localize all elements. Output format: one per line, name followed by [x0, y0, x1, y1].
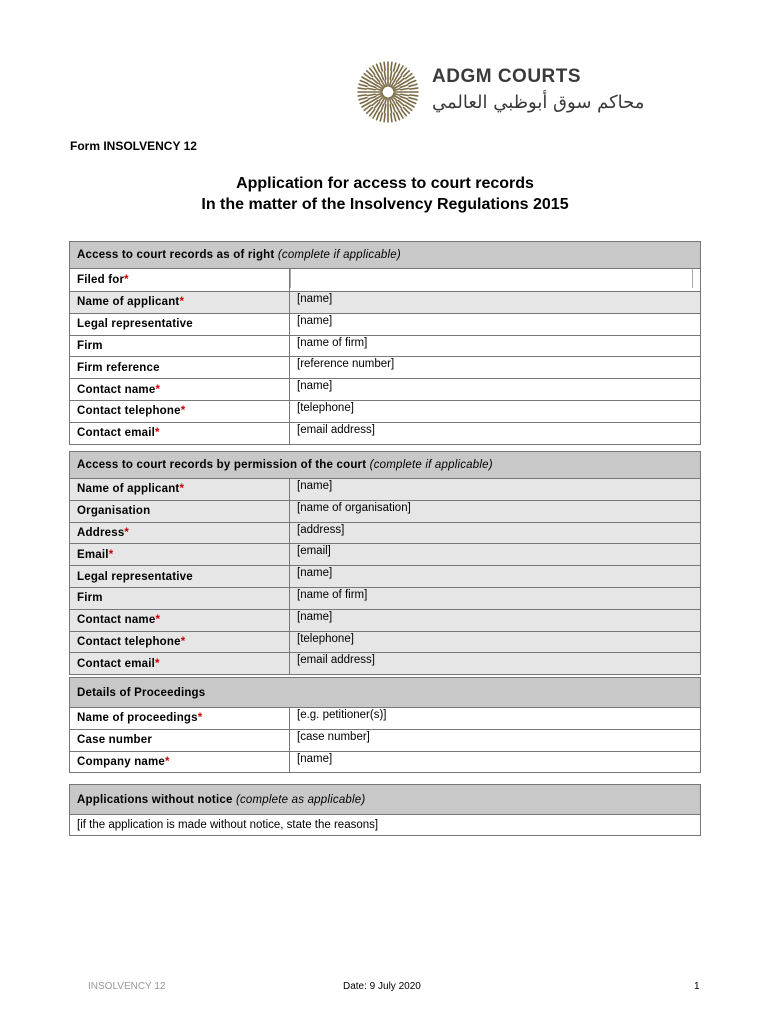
table-row	[70, 400, 701, 422]
footer-date: Date: 9 July 2020	[343, 981, 421, 992]
field-label: Firm	[70, 335, 290, 357]
page-subtitle: In the matter of the Insolvency Regulations 2015	[201, 196, 569, 213]
field-label: Name of applicant	[77, 483, 180, 496]
contact-telephone-field[interactable]: [telephone]	[290, 631, 701, 653]
required-marker: *	[108, 548, 114, 561]
table-row	[70, 631, 701, 653]
section-details-of-proceedings	[69, 677, 701, 773]
filed-for-input[interactable]	[290, 269, 701, 292]
required-marker: *	[155, 614, 161, 627]
required-marker: *	[179, 296, 185, 309]
section-heading: Access to court records as of right (complete if applicable)	[70, 242, 701, 269]
required-marker: *	[180, 635, 186, 648]
adgm-courts-logo	[356, 60, 716, 124]
table-row	[70, 587, 701, 609]
organisation-field[interactable]: [name of organisation]	[290, 500, 701, 522]
field-label: Company name	[77, 755, 166, 768]
section-heading: Access to court records by permission of the court (complete if applicable)	[70, 452, 701, 479]
field-label: Contact telephone	[77, 405, 181, 418]
case-number-field[interactable]: [case number]	[290, 729, 701, 751]
table-row	[70, 292, 701, 314]
contact-email-field[interactable]: [email address]	[290, 653, 701, 675]
section-access-by-permission	[69, 451, 701, 675]
table-row	[70, 500, 701, 522]
firm-field[interactable]: [name of firm]	[290, 335, 701, 357]
email-field[interactable]: [email]	[290, 544, 701, 566]
table-row	[70, 313, 701, 335]
section-access-as-of-right	[69, 241, 701, 445]
required-marker: *	[155, 427, 160, 440]
field-label: Contact email	[77, 657, 156, 670]
table-row	[70, 335, 701, 357]
field-label: Contact name	[77, 383, 156, 396]
firm-reference-field[interactable]: [reference number]	[290, 357, 701, 379]
field-label: Name of applicant	[77, 296, 180, 309]
field-label: Firm reference	[70, 357, 290, 379]
field-label: Firm	[70, 587, 290, 609]
required-marker: *	[180, 405, 186, 418]
section-heading: Applications without notice (complete as applicable)	[70, 785, 701, 815]
table-row	[70, 566, 701, 588]
legal-representative-field[interactable]: [name]	[290, 313, 701, 335]
firm-field[interactable]: [name of firm]	[290, 587, 701, 609]
field-label: Address	[77, 526, 125, 539]
logo-name-english: ADGM COURTS	[432, 66, 582, 87]
field-label: Contact name	[77, 614, 156, 627]
table-row	[70, 609, 701, 631]
field-label: Filed for	[77, 274, 125, 286]
field-label: Contact email	[77, 427, 156, 440]
footer-form-id: INSOLVENCY 12	[88, 981, 166, 992]
required-marker: *	[155, 657, 160, 670]
company-name-field[interactable]: [name]	[290, 751, 701, 773]
required-marker: *	[179, 483, 185, 496]
required-marker: *	[155, 383, 161, 396]
without-notice-reasons-field[interactable]: [if the application is made without notice, state the reasons]	[70, 815, 701, 836]
section-heading: Details of Proceedings	[70, 678, 701, 708]
contact-telephone-field[interactable]: [telephone]	[290, 400, 701, 422]
table-row	[70, 522, 701, 544]
address-field[interactable]: [address]	[290, 522, 701, 544]
field-label: Email	[77, 548, 109, 561]
proceedings-name-field[interactable]: [e.g. petitioner(s)]	[290, 708, 701, 730]
logo-name-arabic: محاكم سوق أبوظبي العالمي	[432, 92, 645, 113]
table-row	[70, 751, 701, 773]
required-marker: *	[124, 526, 130, 539]
footer-page-number: 1	[694, 981, 700, 992]
adgm-sunburst-icon	[356, 60, 420, 124]
table-row	[70, 357, 701, 379]
table-row	[70, 379, 701, 401]
table-row	[70, 544, 701, 566]
field-label: Name of proceedings	[77, 712, 198, 725]
table-row	[70, 422, 701, 444]
table-row	[70, 708, 701, 730]
contact-email-field[interactable]: [email address]	[290, 422, 701, 444]
section-applications-without-notice	[69, 784, 701, 836]
table-row	[70, 653, 701, 675]
table-row	[70, 479, 701, 501]
field-label: Case number	[70, 729, 290, 751]
required-marker: *	[197, 712, 203, 725]
applicant-name-field[interactable]: [name]	[290, 292, 701, 314]
contact-name-field[interactable]: [name]	[290, 609, 701, 631]
contact-name-field[interactable]: [name]	[290, 379, 701, 401]
field-label: Legal representative	[70, 313, 290, 335]
required-marker: *	[165, 755, 170, 768]
field-label: Organisation	[70, 500, 290, 522]
applicant-name-field[interactable]: [name]	[290, 479, 701, 501]
field-label: Contact telephone	[77, 635, 181, 648]
table-row	[70, 269, 701, 292]
required-marker: *	[124, 274, 129, 286]
table-row	[70, 729, 701, 751]
field-label: Legal representative	[70, 566, 290, 588]
legal-representative-field[interactable]: [name]	[290, 566, 701, 588]
form-number: Form INSOLVENCY 12	[70, 139, 197, 153]
page-title: Application for access to court records	[236, 175, 534, 192]
